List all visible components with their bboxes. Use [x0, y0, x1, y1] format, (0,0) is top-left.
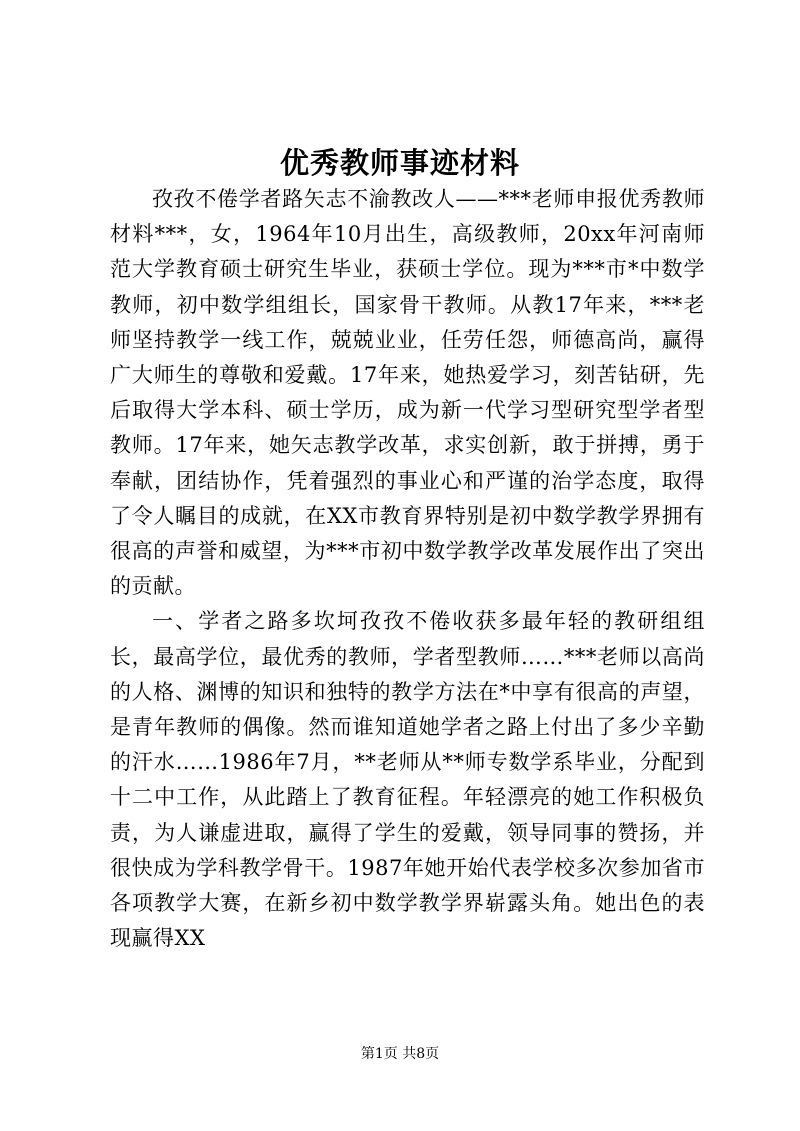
page-footer: 第1页 共8页 — [360, 1046, 440, 1062]
document-title: 优秀教师事迹材料 — [279, 146, 520, 180]
body-paragraph-1: 孜孜不倦学者路矢志不渝教改人——***老师申报优秀教师材料***，女，1964年10月出生，高级教师，20xx年河南师范大学教育硕士研究生毕业，获硕士学位。现为***市*中数学教师，初中数学组组长，国家骨干教师。从教17年来，***老师坚持教学一线工作，兢兢业业，任劳任怨，师德高尚，赢得广大师生的尊敬和爱戴。17年来，她热爱学习，刻苦钻研，先后取得大学本科、硕士学历，成为新一代学习型研究型学者型教师。17年来，她矢志教学改革，求实创新，敢于拼搏，勇于奉献，团结协作，凭着强烈的事业心和严谨的治学态度，取得了令人瞩目的成就，在XX市教育界特别是初中数学教学界拥有很高的声誉和威望，为***市初中数学教学改革发展作出了突出的贡献。 — [110, 187, 705, 599]
body-paragraph-2: 一、学者之路多坎坷孜孜不倦收获多最年轻的教研组组长，最高学位，最优秀的教师，学者型教师……***老师以高尚的人格、渊博的知识和独特的教学方法在*中享有很高的声望，是青年教师的偶像。然而谁知道她学者之路上付出了多少辛勤的汗水……1986年7月，**老师从**师专数学系毕业，分配到十二中工作，从此踏上了教育征程。年轻漂亮的她工作积极负责，为人谦虚进取，赢得了学生的爱戴，领导同事的赞扬，并很快成为学科教学骨干。1987年她开始代表学校多次参加省市各项教学大赛，在新乡初中数学教学界崭露头角。她出色的表现赢得XX — [110, 609, 705, 951]
document-body — [110, 182, 705, 956]
